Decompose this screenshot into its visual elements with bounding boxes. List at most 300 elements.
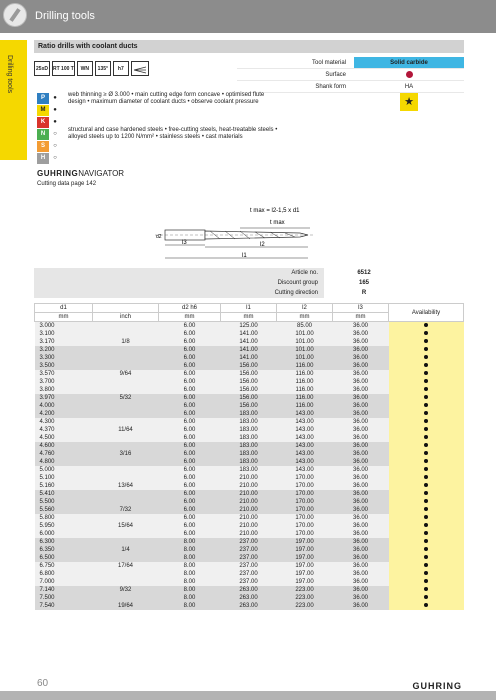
unit-header: mm [159, 313, 221, 322]
table-cell: 116.00 [277, 386, 333, 394]
table-row[interactable] [35, 554, 464, 562]
d2-label: d2 [156, 234, 162, 240]
material-symbol: ○ [53, 131, 57, 137]
table-cell: 36.00 [333, 546, 389, 554]
table-cell: 116.00 [277, 378, 333, 386]
properties-table [237, 57, 464, 93]
length-icon: 25xD [34, 61, 50, 76]
table-cell: 36.00 [333, 386, 389, 394]
table-cell: 6.00 [159, 530, 221, 538]
rt-icon: RT 100 T [52, 61, 75, 76]
table-row[interactable] [35, 386, 464, 394]
table-cell: 223.00 [277, 586, 333, 594]
surface-value [354, 69, 464, 80]
table-cell: 4.500 [35, 434, 93, 442]
table-cell: 141.00 [221, 338, 277, 346]
table-cell: 183.00 [221, 450, 277, 458]
table-cell: 5.410 [35, 490, 93, 498]
table-cell: 6.00 [159, 474, 221, 482]
table-cell: 143.00 [277, 418, 333, 426]
table-row[interactable] [35, 546, 464, 554]
table-cell: 4.800 [35, 458, 93, 466]
table-cell [93, 354, 159, 362]
table-cell: 6.00 [159, 426, 221, 434]
table-cell: 143.00 [277, 434, 333, 442]
top-bar [0, 0, 496, 33]
availability-cell [389, 514, 464, 522]
unit-header: mm [35, 313, 93, 322]
available-dot-icon [424, 547, 428, 551]
available-dot-icon [424, 603, 428, 607]
table-cell: 210.00 [221, 506, 277, 514]
table-cell: 36.00 [333, 402, 389, 410]
table-cell: 6.00 [159, 338, 221, 346]
table-cell: 36.00 [333, 482, 389, 490]
available-dot-icon [424, 427, 428, 431]
meta-key: Article no. [34, 268, 324, 278]
table-row[interactable] [35, 474, 464, 482]
table-cell: 156.00 [221, 370, 277, 378]
availability-cell [389, 338, 464, 346]
side-tab-label: Drilling tools [6, 55, 13, 94]
table-cell: 170.00 [277, 530, 333, 538]
table-cell: 5.500 [35, 498, 93, 506]
table-cell: 36.00 [333, 410, 389, 418]
table-row[interactable] [35, 522, 464, 530]
table-cell: 170.00 [277, 490, 333, 498]
available-dot-icon [424, 379, 428, 383]
table-row[interactable] [35, 354, 464, 362]
table-row[interactable] [35, 346, 464, 354]
table-cell [93, 346, 159, 354]
table-row[interactable] [35, 490, 464, 498]
table-row[interactable] [35, 482, 464, 490]
table-cell: 17/64 [93, 562, 159, 570]
table-cell: 197.00 [277, 546, 333, 554]
availability-cell [389, 490, 464, 498]
table-row[interactable] [35, 442, 464, 450]
table-cell: 36.00 [333, 570, 389, 578]
table-cell [93, 530, 159, 538]
spec-icons [34, 61, 149, 76]
table-body [35, 322, 464, 611]
availability-cell [389, 386, 464, 394]
table-cell: 5.160 [35, 482, 93, 490]
availability-cell [389, 594, 464, 602]
table-cell: 4.370 [35, 426, 93, 434]
availability-cell [389, 378, 464, 386]
table-cell: 3.500 [35, 362, 93, 370]
table-cell: 197.00 [277, 570, 333, 578]
table-cell [93, 570, 159, 578]
table-cell: 6.500 [35, 554, 93, 562]
table-cell: 4.300 [35, 418, 93, 426]
table-cell [93, 322, 159, 331]
cutting-data-ref[interactable]: Cutting data page 142 [37, 181, 97, 187]
table-cell: 7.500 [35, 594, 93, 602]
availability-cell [389, 418, 464, 426]
available-dot-icon [424, 531, 428, 535]
available-dot-icon [424, 443, 428, 447]
table-row[interactable] [35, 402, 464, 410]
table-cell: 36.00 [333, 538, 389, 546]
table-cell [93, 410, 159, 418]
table-row[interactable] [35, 530, 464, 538]
table-cell: 237.00 [221, 562, 277, 570]
availability-cell [389, 450, 464, 458]
header-row [35, 304, 464, 313]
table-row[interactable] [35, 378, 464, 386]
table-cell: 8.00 [159, 546, 221, 554]
table-cell: 7.000 [35, 578, 93, 586]
available-dot-icon [424, 587, 428, 591]
table-row[interactable] [35, 362, 464, 370]
table-cell: 8.00 [159, 602, 221, 610]
table-row[interactable] [35, 498, 464, 506]
table-row[interactable] [35, 338, 464, 346]
table-cell: 210.00 [221, 522, 277, 530]
prop-key: Shank form [315, 84, 346, 90]
availability-cell [389, 586, 464, 594]
side-tab[interactable] [0, 40, 27, 160]
table-cell: 8.00 [159, 594, 221, 602]
table-cell: 197.00 [277, 538, 333, 546]
table-row[interactable] [35, 330, 464, 338]
table-cell [93, 514, 159, 522]
table-cell: 156.00 [221, 394, 277, 402]
table-cell: 7.540 [35, 602, 93, 610]
table-cell: 36.00 [333, 602, 389, 610]
table-cell: 36.00 [333, 442, 389, 450]
table-cell: 156.00 [221, 386, 277, 394]
availability-cell [389, 354, 464, 362]
table-cell: 6.00 [159, 466, 221, 474]
table-row[interactable] [35, 570, 464, 578]
col-header [93, 304, 159, 313]
material-letter: H [37, 153, 49, 164]
table-cell [93, 442, 159, 450]
meta-key: Discount group [34, 278, 324, 288]
table-cell: 6.00 [159, 458, 221, 466]
feature-description: web thinning ≥ Ø 3.000 • main cutting edge form concave • optimised flute design • maximum diameter of coolant ducts • observe coolant pressure [68, 92, 265, 105]
table-cell: 183.00 [221, 466, 277, 474]
table-cell [93, 490, 159, 498]
table-cell: 116.00 [277, 402, 333, 410]
meta-value: 165 [324, 278, 404, 288]
table-cell: 263.00 [221, 602, 277, 610]
table-cell: 36.00 [333, 378, 389, 386]
col-header: l3 [333, 304, 389, 313]
table-row[interactable] [35, 394, 464, 402]
table-cell: 237.00 [221, 554, 277, 562]
material-symbol: ○ [53, 143, 57, 149]
table-cell: 85.00 [277, 322, 333, 331]
table-row[interactable] [35, 370, 464, 378]
table-cell: 6.00 [159, 378, 221, 386]
available-dot-icon [424, 579, 428, 583]
table-cell: 8.00 [159, 578, 221, 586]
table-row[interactable] [35, 410, 464, 418]
l3-label: l3 [182, 240, 187, 246]
table-cell: 5.800 [35, 514, 93, 522]
table-cell: 6.00 [159, 498, 221, 506]
availability-cell [389, 506, 464, 514]
material-letter: N [37, 129, 49, 140]
table-cell: 263.00 [221, 586, 277, 594]
table-cell: 6.000 [35, 530, 93, 538]
available-dot-icon [424, 571, 428, 575]
availability-cell [389, 530, 464, 538]
available-dot-icon [424, 451, 428, 455]
table-cell: 183.00 [221, 458, 277, 466]
availability-cell [389, 434, 464, 442]
table-cell: 210.00 [221, 530, 277, 538]
available-dot-icon [424, 403, 428, 407]
table-row[interactable] [35, 322, 464, 331]
tolerance-icon: h7 [113, 61, 129, 76]
formula-label: t max = l2-1,5 x d1 [250, 208, 300, 214]
availability-cell [389, 394, 464, 402]
table-cell: 6.00 [159, 522, 221, 530]
drill-drawing [150, 198, 320, 263]
table-cell: 116.00 [277, 394, 333, 402]
table-cell: 101.00 [277, 330, 333, 338]
availability-cell [389, 442, 464, 450]
table-cell: 3.200 [35, 346, 93, 354]
unit-header: mm [333, 313, 389, 322]
navigator-label: NAVIGATOR [78, 169, 125, 178]
available-dot-icon [424, 523, 428, 527]
star-icon: ★ [400, 93, 418, 111]
table-row[interactable] [35, 450, 464, 458]
col-header: l2 [277, 304, 333, 313]
table-cell: 36.00 [333, 434, 389, 442]
table-cell: 36.00 [333, 522, 389, 530]
prop-row [237, 57, 464, 69]
table-cell: 6.00 [159, 386, 221, 394]
table-cell: 183.00 [221, 426, 277, 434]
table-cell [93, 330, 159, 338]
available-dot-icon [424, 467, 428, 471]
table-cell: 210.00 [221, 498, 277, 506]
table-cell: 5.950 [35, 522, 93, 530]
table-cell: 6.00 [159, 354, 221, 362]
table-cell: 197.00 [277, 578, 333, 586]
available-dot-icon [424, 507, 428, 511]
table-cell: 8.00 [159, 570, 221, 578]
table-cell: 9/64 [93, 370, 159, 378]
table-cell: 141.00 [221, 346, 277, 354]
table-row[interactable] [35, 514, 464, 522]
table-cell: 237.00 [221, 578, 277, 586]
availability-cell [389, 362, 464, 370]
table-cell [93, 386, 159, 394]
availability-cell [389, 402, 464, 410]
table-cell: 141.00 [221, 354, 277, 362]
table-row[interactable] [35, 426, 464, 434]
table-cell: 170.00 [277, 522, 333, 530]
table-cell: 3.100 [35, 330, 93, 338]
material-symbol: ● [53, 107, 57, 113]
table-cell [93, 538, 159, 546]
available-dot-icon [424, 363, 428, 367]
availability-cell [389, 562, 464, 570]
table-cell: 8.00 [159, 538, 221, 546]
table-cell: 6.300 [35, 538, 93, 546]
material-symbol: ● [53, 95, 57, 101]
material-letter: M [37, 105, 49, 116]
availability-cell [389, 474, 464, 482]
material-symbol: ● [53, 119, 57, 125]
prop-key: Surface [325, 72, 346, 78]
table-cell: 263.00 [221, 594, 277, 602]
angle-icon: 135° [95, 61, 111, 76]
table-cell: 141.00 [221, 330, 277, 338]
table-cell: 125.00 [221, 322, 277, 331]
table-cell: 6.00 [159, 330, 221, 338]
material-letter: P [37, 93, 49, 104]
table-cell [93, 378, 159, 386]
table-cell: 170.00 [277, 506, 333, 514]
table-cell: 101.00 [277, 346, 333, 354]
table-cell: 170.00 [277, 514, 333, 522]
table-cell: 4.760 [35, 450, 93, 458]
table-cell: 36.00 [333, 394, 389, 402]
table-row[interactable] [35, 586, 464, 594]
table-row[interactable] [35, 434, 464, 442]
table-cell [93, 554, 159, 562]
table-row[interactable] [35, 538, 464, 546]
table-cell: 3.300 [35, 354, 93, 362]
table-cell [93, 466, 159, 474]
unit-header: mm [277, 313, 333, 322]
col-header: l1 [221, 304, 277, 313]
table-cell: 6.350 [35, 546, 93, 554]
table-cell: 15/64 [93, 522, 159, 530]
available-dot-icon [424, 563, 428, 567]
available-dot-icon [424, 483, 428, 487]
table-row[interactable] [35, 562, 464, 570]
table-cell: 197.00 [277, 554, 333, 562]
table-cell: 36.00 [333, 458, 389, 466]
prop-row [237, 69, 464, 81]
table-cell: 36.00 [333, 338, 389, 346]
table-cell: 36.00 [333, 330, 389, 338]
table-row[interactable] [35, 578, 464, 586]
table-cell [93, 434, 159, 442]
availability-cell [389, 346, 464, 354]
table-cell: 4.600 [35, 442, 93, 450]
table-cell: 36.00 [333, 450, 389, 458]
table-cell: 101.00 [277, 354, 333, 362]
table-cell: 6.800 [35, 570, 93, 578]
table-cell: 116.00 [277, 362, 333, 370]
drill-logo-icon [3, 3, 27, 27]
section-title: Ratio drills with coolant ducts [34, 40, 464, 53]
table-cell [93, 578, 159, 586]
table-cell: 3.000 [35, 322, 93, 331]
availability-cell [389, 370, 464, 378]
table-cell [93, 458, 159, 466]
table-cell: 8.00 [159, 586, 221, 594]
navigator-link[interactable] [37, 169, 124, 178]
table-cell: 3.970 [35, 394, 93, 402]
material-letter: S [37, 141, 49, 152]
col-header-availability: Availability [389, 304, 464, 322]
table-cell: 6.00 [159, 322, 221, 331]
table-cell: 223.00 [277, 594, 333, 602]
article-meta [34, 268, 464, 298]
material-description: structural and case hardened steels • free-cutting steels, heat-treatable steels • alloyed steels up to 1200 N/mm² • stainless steels • cast materials [68, 127, 278, 140]
available-dot-icon [424, 499, 428, 503]
table-cell: 36.00 [333, 506, 389, 514]
table-cell: 143.00 [277, 466, 333, 474]
table-cell: 6.00 [159, 506, 221, 514]
table-cell: 1/8 [93, 338, 159, 346]
table-cell: 36.00 [333, 514, 389, 522]
table-cell: 6.00 [159, 402, 221, 410]
table-cell: 1/4 [93, 546, 159, 554]
table-cell: 36.00 [333, 498, 389, 506]
table-cell: 3.570 [35, 370, 93, 378]
unit-header: mm [221, 313, 277, 322]
available-dot-icon [424, 459, 428, 463]
table-cell: 36.00 [333, 370, 389, 378]
table-row[interactable] [35, 506, 464, 514]
availability-cell [389, 522, 464, 530]
table-cell: 6.00 [159, 490, 221, 498]
table-cell [93, 594, 159, 602]
table-cell: 36.00 [333, 578, 389, 586]
table-cell: 170.00 [277, 474, 333, 482]
cutting-direction-icon: R [324, 288, 404, 298]
table-cell: 4.200 [35, 410, 93, 418]
available-dot-icon [424, 491, 428, 495]
table-row[interactable] [35, 458, 464, 466]
table-cell: 4.000 [35, 402, 93, 410]
table-cell: 6.00 [159, 346, 221, 354]
coolant-icon [131, 61, 149, 76]
table-row[interactable] [35, 602, 464, 610]
page-title: Drilling tools [35, 10, 95, 22]
available-dot-icon [424, 387, 428, 391]
table-cell [93, 474, 159, 482]
table-cell: 11/64 [93, 426, 159, 434]
table-cell: 36.00 [333, 354, 389, 362]
availability-cell [389, 410, 464, 418]
col-header: d1 [35, 304, 93, 313]
meta-value: 6512 [324, 268, 404, 278]
bottom-bar [0, 691, 496, 700]
table-cell: 9/32 [93, 586, 159, 594]
table-cell: 36.00 [333, 562, 389, 570]
prop-value: HA [404, 84, 414, 90]
table-cell: 223.00 [277, 602, 333, 610]
table-cell: 36.00 [333, 346, 389, 354]
table-row[interactable] [35, 466, 464, 474]
table-cell: 5.000 [35, 466, 93, 474]
table-cell: 210.00 [221, 490, 277, 498]
availability-cell [389, 426, 464, 434]
table-cell: 36.00 [333, 530, 389, 538]
table-cell: 19/64 [93, 602, 159, 610]
table-cell [93, 362, 159, 370]
table-row[interactable] [35, 418, 464, 426]
material-symbol: ○ [53, 155, 57, 161]
table-row[interactable] [35, 594, 464, 602]
table-cell: 3.800 [35, 386, 93, 394]
table-cell: 143.00 [277, 450, 333, 458]
